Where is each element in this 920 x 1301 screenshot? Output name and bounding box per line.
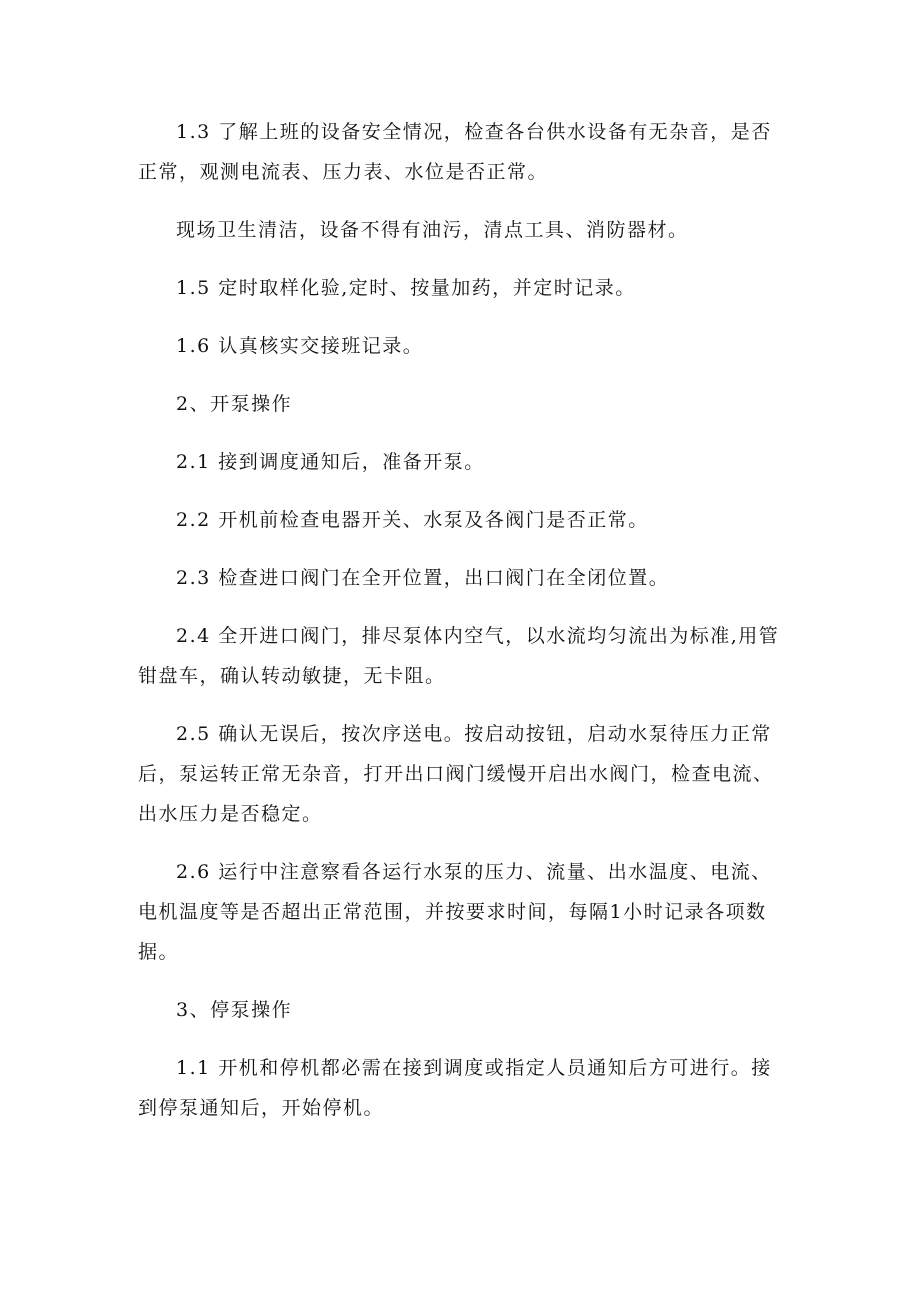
paragraph-2-4: 2.4 全开进口阀门，排尽泵体内空气，以水流均匀流出为标准,用管钳盘车，确认转动敏捷，无卡阻。 bbox=[138, 625, 780, 687]
paragraph-2-5: 2.5 确认无误后，按次序送电。按启动按钮，启动水泵待压力正常后，泵运转正常无杂音，打开出口阀门缓慢开启出水阀门，检查电流、出水压力是否稳定。 bbox=[138, 723, 774, 825]
document-body bbox=[138, 112, 786, 1146]
section-heading-stop-pump: 3、停泵操作 bbox=[176, 999, 293, 1021]
paragraph-1-5: 1.5 定时取样化验,定时、按量加药，并定时记录。 bbox=[176, 277, 636, 299]
paragraph-1-3: 1.3 了解上班的设备安全情况，检查各台供水设备有无杂音，是否正常，观测电流表、压力表、水位是否正常。 bbox=[138, 121, 772, 183]
paragraph-2-1: 2.1 接到调度通知后，准备开泵。 bbox=[176, 451, 485, 473]
paragraph-1-6: 1.6 认真核实交接班记录。 bbox=[176, 335, 424, 357]
section-heading-start-pump: 2、开泵操作 bbox=[176, 393, 293, 415]
paragraph-2-3: 2.3 检查进口阀门在全开位置，出口阀门在全闭位置。 bbox=[176, 567, 670, 589]
paragraph-2-6: 2.6 运行中注意察看各运行水泵的压力、流量、出水温度、电流、电机温度等是否超出正常范围，并按要求时间，每隔1小时记录各项数据。 bbox=[138, 861, 772, 963]
paragraph-3-1-1: 1.1 开机和停机都必需在接到调度或指定人员通知后方可进行。接到停泵通知后，开始停机。 bbox=[138, 1057, 772, 1119]
paragraph-hygiene: 现场卫生清洁，设备不得有油污，清点工具、消防器材。 bbox=[176, 219, 689, 241]
paragraph-2-2: 2.2 开机前检查电器开关、水泵及各阀门是否正常。 bbox=[176, 509, 649, 531]
